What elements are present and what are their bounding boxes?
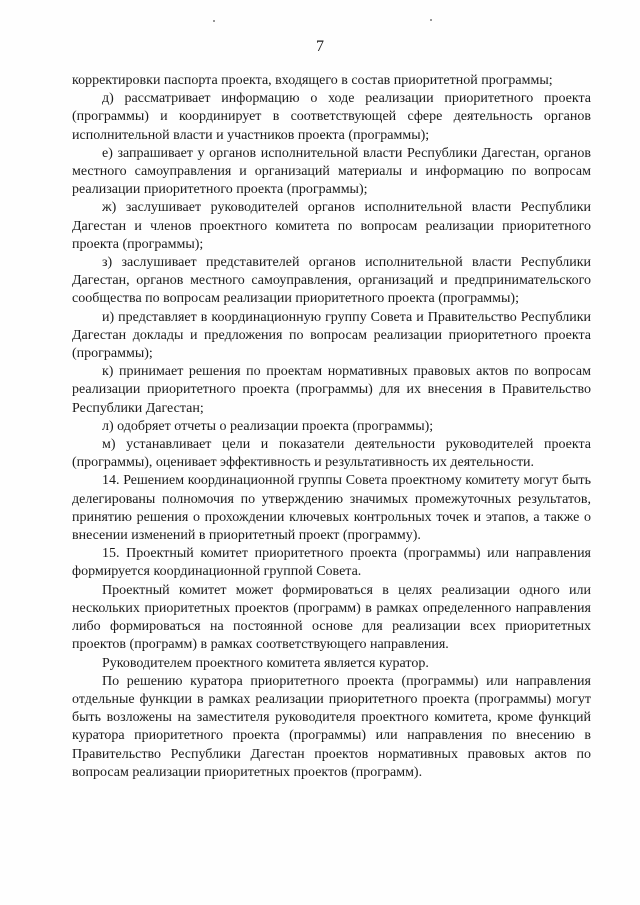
- paragraph: д) рассматривает информацию о ходе реализации приоритетного проекта (программы) и координирует в соответствующей сфере деятельность органов исполнительной власти и участников проекта (программы);: [72, 91, 591, 143]
- paragraph: 14. Решением координационной группы Совета проектному комитету могут быть делегированы полномочия по утверждению значимых промежуточных результатов, принятию решения о прохождении ключевых контрольных точек и этапов, а также о внесении изменений в приоритетный проект (программу).: [72, 473, 591, 544]
- paragraph: Проектный комитет может формироваться в целях реализации одного или нескольких приоритетных проектов (программ) в рамках определенного направления либо формироваться на постоянной основе для реализации всех приоритетных проектов (программ) в рамках соответствующего направления.: [72, 582, 591, 653]
- document-body: [72, 72, 591, 782]
- paragraph: л) одобряет отчеты о реализации проекта (программы);: [102, 418, 434, 434]
- paragraph: Руководителем проектного комитета является куратор.: [102, 655, 429, 671]
- scan-speck: [430, 19, 432, 21]
- paragraph: ж) заслушивает руководителей органов исполнительной власти Республики Дагестан и членов проектного комитета по вопросам реализации приоритетного проекта (программы);: [72, 200, 591, 252]
- paragraph: и) представляет в координационную группу Совета и Правительство Республики Дагестан доклады и предложения по вопросам реализации приоритетного проекта (программы);: [72, 309, 591, 362]
- paragraph: м) устанавливает цели и показатели деятельности руководителей проекта (программы), оценивает эффективность и результативность их деятельности.: [72, 437, 591, 471]
- page-number: 7: [316, 38, 324, 55]
- paragraph: 15. Проектный комитет приоритетного проекта (программы) или направления формируется координационной группой Совета.: [72, 546, 591, 580]
- paragraph: к) принимает решения по проектам нормативных правовых актов по вопросам реализации приоритетного проекта (программы) для их внесения в Правительство Республики Дагестан;: [72, 364, 591, 416]
- paragraph: По решению куратора приоритетного проекта (программы) или направления отдельные функции в рамках реализации приоритетного проекта (программы) могут быть возложены на заместителя руководителя проектного комитета, кроме функций куратора приоритетного проекта (программы) или направления по внесению в Правительство Республики Дагестан проектов нормативных правовых актов по вопросам реализации приоритетных проектов (программ).: [72, 673, 591, 780]
- scan-speck: [213, 20, 215, 22]
- paragraph: корректировки паспорта проекта, входящего в состав приоритетной программы;: [72, 73, 553, 88]
- paragraph: з) заслушивает представителей органов исполнительной власти Республики Дагестан, органов местного самоуправления, организаций и предпринимательского сообщества по вопросам реализации приоритетного проекта (программы);: [72, 255, 591, 307]
- paragraph: е) запрашивает у органов исполнительной власти Республики Дагестан, органов местного самоуправления и организаций материалы и информацию по вопросам реализации приоритетного проекта (программы);: [72, 145, 591, 198]
